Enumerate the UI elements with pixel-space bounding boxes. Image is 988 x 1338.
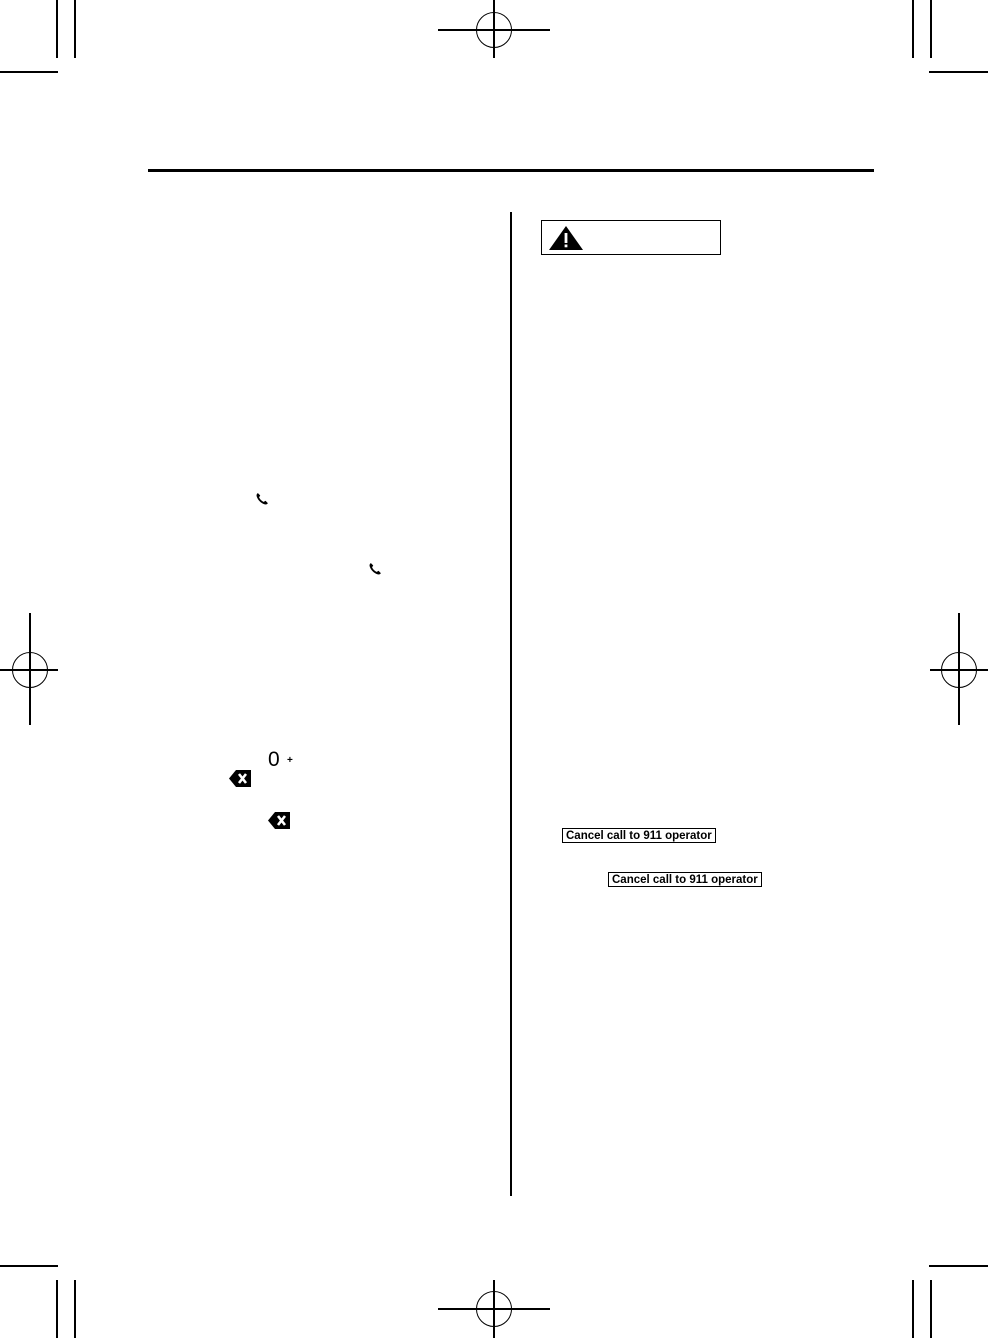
crop-mark bbox=[0, 1265, 58, 1267]
cancel-911-call-button[interactable]: Cancel call to 911 operator bbox=[562, 828, 716, 843]
crop-mark bbox=[0, 71, 58, 73]
crop-mark bbox=[912, 1280, 914, 1338]
phone-handset-icon bbox=[255, 492, 269, 506]
registration-target bbox=[476, 1291, 512, 1327]
crop-mark bbox=[74, 0, 76, 58]
registration-target bbox=[12, 652, 48, 688]
cancel-911-call-button[interactable]: Cancel call to 911 operator bbox=[608, 872, 762, 887]
keypad-zero-label: 0 bbox=[268, 748, 280, 771]
crop-mark bbox=[929, 71, 988, 73]
crop-mark bbox=[930, 1280, 932, 1338]
crop-mark bbox=[929, 1265, 988, 1267]
registration-target bbox=[941, 652, 977, 688]
column-divider bbox=[510, 212, 512, 1196]
header-rule bbox=[148, 169, 874, 172]
warning-box bbox=[541, 220, 721, 255]
backspace-icon bbox=[229, 770, 251, 787]
crop-mark bbox=[74, 1280, 76, 1338]
registration-target bbox=[476, 12, 512, 48]
warning-triangle-icon bbox=[548, 225, 584, 251]
crop-mark bbox=[912, 0, 914, 58]
phone-handset-icon bbox=[368, 562, 382, 576]
crop-mark bbox=[56, 0, 58, 58]
crop-mark bbox=[56, 1280, 58, 1338]
keypad-plus-label: + bbox=[287, 755, 293, 766]
crop-mark bbox=[930, 0, 932, 58]
backspace-icon bbox=[268, 812, 290, 829]
